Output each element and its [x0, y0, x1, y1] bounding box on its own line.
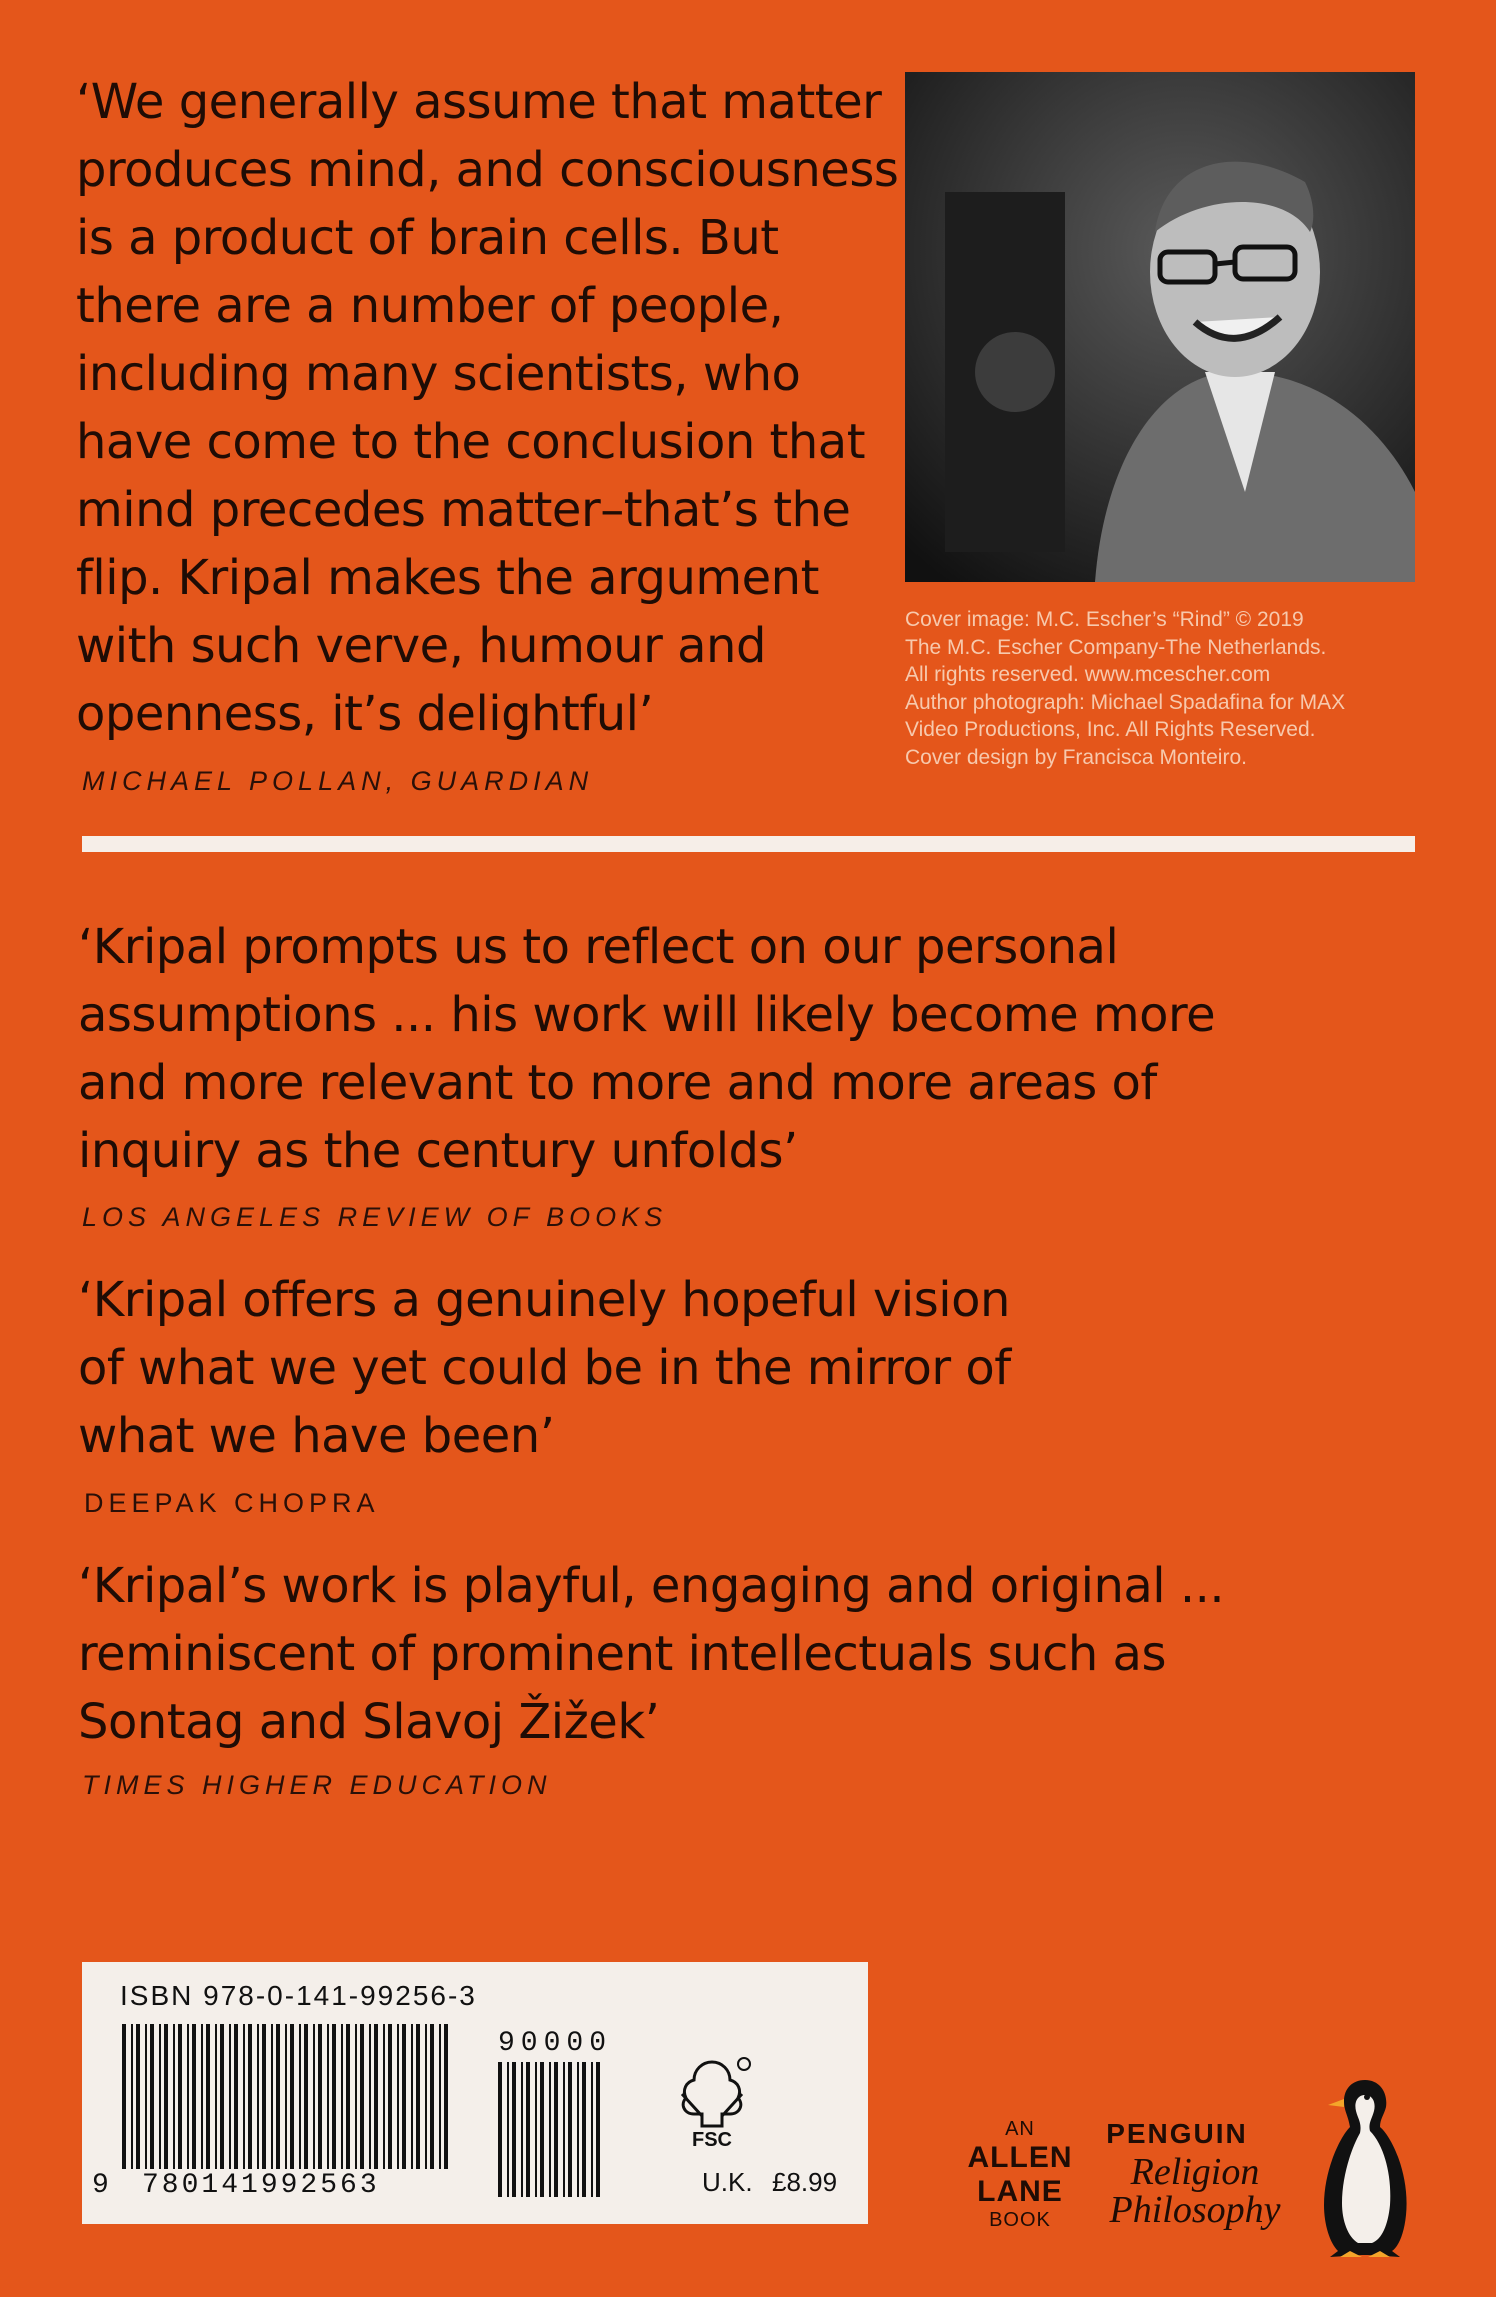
barcode-bar: [521, 2062, 523, 2197]
publisher-penguin: PENGUIN: [1106, 2118, 1248, 2149]
credit-line: Cover design by Francisca Monteiro.: [905, 745, 1247, 769]
barcode-bar: [360, 2024, 364, 2169]
barcode-addon-number: 90000: [498, 2028, 613, 2059]
barcode-bar: [549, 2062, 551, 2197]
addon-barcode: [498, 2062, 608, 2202]
series-religion: Religion: [1130, 2151, 1260, 2193]
barcode-bar: [220, 2024, 224, 2169]
author-photograph: [905, 72, 1415, 582]
barcode-bar: [257, 2024, 259, 2169]
credit-line: Author photograph: Michael Spadafina for MAX: [905, 690, 1346, 714]
barcode-bar: [591, 2062, 593, 2197]
barcode-bar: [341, 2024, 343, 2169]
barcode-bar: [498, 2062, 502, 2197]
barcode-bar: [234, 2024, 238, 2169]
attribution-chopra: DEEPAK CHOPRA: [84, 1488, 380, 1518]
isbn-barcode: [122, 2024, 462, 2174]
barcode-bar: [248, 2024, 252, 2169]
credit-line: Cover image: M.C. Escher’s “Rind” © 2019: [905, 608, 1304, 631]
barcode-bar: [243, 2024, 245, 2169]
price: £8.99: [772, 2167, 838, 2197]
barcode-bar: [131, 2024, 133, 2169]
imprint-an: AN: [1005, 2118, 1035, 2140]
cover-credits: [905, 606, 1425, 771]
barcode-bar: [383, 2024, 385, 2169]
barcode-bar: [355, 2024, 357, 2169]
barcode-bar: [369, 2024, 371, 2169]
barcode-bar: [388, 2024, 392, 2169]
author-portrait-illustration: [905, 72, 1415, 582]
barcode-bar: [271, 2024, 273, 2169]
imprint-book: BOOK: [989, 2209, 1051, 2231]
credit-line: Video Productions, Inc. All Rights Reserved.: [905, 718, 1316, 741]
barcode-bar: [577, 2062, 579, 2197]
barcode-bar: [507, 2062, 509, 2197]
quote-la-review: ‘Kripal prompts us to reflect on our personal assumptions ... his work will likely become more and more relevant to more and more areas of inquiry as the century unfolds’: [78, 919, 1216, 1179]
attribution-times-higher: TIMES HIGHER EDUCATION: [82, 1770, 552, 1800]
barcode-bar: [430, 2024, 434, 2169]
barcode-bar: [535, 2062, 537, 2197]
barcode-bar: [299, 2024, 301, 2169]
barcode-bar: [554, 2062, 558, 2197]
barcode-bar: [596, 2062, 600, 2197]
barcode-bar: [187, 2024, 189, 2169]
quote-pollan: ‘We generally assume that matter produces mind, and consciousness is a product of brain cells. But there are a number of people, including many scientists, who have come to the conclusion that mind precedes matter–that’s the flip. Kripal makes the argument with such verve, humour and openness, it’s delightful’: [76, 74, 899, 742]
barcode-bar: [346, 2024, 350, 2169]
barcode-panel: [82, 1962, 868, 2224]
series-philosophy: Philosophy: [1109, 2189, 1281, 2231]
attribution-la-review: LOS ANGELES REVIEW OF BOOKS: [82, 1202, 668, 1232]
barcode-bar: [327, 2024, 329, 2169]
barcode-bar: [444, 2024, 448, 2169]
barcode-bar: [568, 2062, 572, 2197]
barcode-bar: [164, 2024, 168, 2169]
quote-chopra: ‘Kripal offers a genuinely hopeful vision of what we yet could be in the mirror of what we have been’: [78, 1272, 1011, 1464]
quote-times-higher: ‘Kripal’s work is playful, engaging and original ... reminiscent of prominent intellectuals such as Sontag and Slavoj Žižek’: [78, 1558, 1225, 1750]
barcode-bar: [136, 2024, 140, 2169]
attribution-pollan: MICHAEL POLLAN, GUARDIAN: [82, 766, 594, 796]
barcode-bar: [262, 2024, 266, 2169]
barcode-bar: [374, 2024, 378, 2169]
barcode-bar: [416, 2024, 420, 2169]
barcode-digit-first: 9: [92, 2170, 112, 2201]
imprint-allen: ALLEN: [967, 2141, 1073, 2174]
barcode-bar: [318, 2024, 322, 2169]
barcode-bar: [425, 2024, 427, 2169]
barcode-bar: [512, 2062, 516, 2197]
barcode-bar: [582, 2062, 586, 2197]
barcode-bar: [313, 2024, 315, 2169]
credit-line: All rights reserved. www.mcescher.com: [905, 663, 1271, 686]
barcode-bar: [540, 2062, 544, 2197]
allen-lane-logo: [950, 2118, 1090, 2232]
price-region: U.K.: [702, 2167, 753, 2197]
barcode-bar: [276, 2024, 280, 2169]
barcode-bar: [285, 2024, 287, 2169]
fsc-label: FSC: [692, 2129, 732, 2151]
barcode-bar: [206, 2024, 210, 2169]
barcode-bar: [229, 2024, 231, 2169]
barcode-bar: [173, 2024, 175, 2169]
barcode-bar: [201, 2024, 203, 2169]
barcode-bar: [411, 2024, 413, 2169]
imprint-lane: LANE: [977, 2175, 1063, 2208]
barcode-bar: [439, 2024, 441, 2169]
fsc-logo-icon: [672, 2054, 752, 2154]
barcode-bar: [215, 2024, 217, 2169]
barcode-bar: [122, 2024, 126, 2169]
barcode-bar: [304, 2024, 308, 2169]
penguin-logo-icon: [1310, 2075, 1420, 2260]
barcode-bar: [526, 2062, 530, 2197]
barcode-bar: [397, 2024, 399, 2169]
barcode-bar: [178, 2024, 182, 2169]
barcode-bar: [145, 2024, 147, 2169]
barcode-bar: [332, 2024, 336, 2169]
barcode-bar: [563, 2062, 565, 2197]
barcode-bar: [150, 2024, 154, 2169]
barcode-digits: 780141992563: [142, 2170, 380, 2201]
barcode-bar: [402, 2024, 406, 2169]
section-divider: [82, 836, 1415, 852]
barcode-bar: [290, 2024, 294, 2169]
barcode-bar: [159, 2024, 161, 2169]
credit-line: The M.C. Escher Company-The Netherlands.: [905, 635, 1327, 659]
barcode-bar: [192, 2024, 196, 2169]
isbn-label: ISBN 978-0-141-99256-3: [120, 1980, 477, 2011]
